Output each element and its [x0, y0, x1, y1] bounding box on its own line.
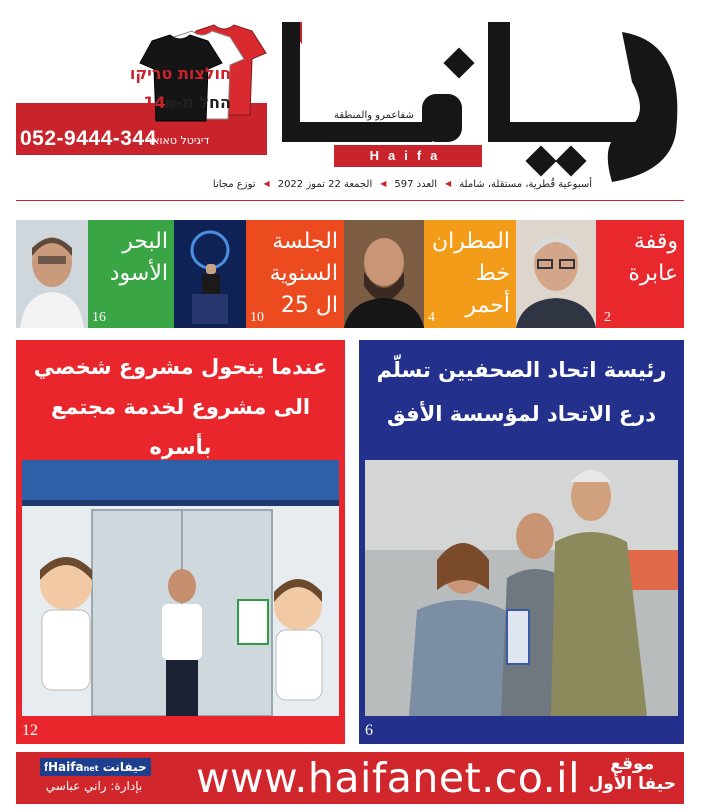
logo-text [282, 22, 283, 23]
facebook-f-icon: f [44, 760, 48, 774]
teaser-title [110, 226, 168, 290]
story-headline-line: الى مشروع لخدمة مجتمع بأسره [50, 394, 311, 459]
story-photo-award [365, 460, 678, 716]
teaser-title-line: المطران [432, 229, 510, 254]
teaser-passing-moment[interactable] [596, 220, 684, 328]
issue-number: العدد 597 [394, 179, 438, 190]
teaser-title-line: خط أحمر [465, 260, 510, 318]
teaser-title-line: البحر [122, 229, 168, 254]
latin-name: Haifa [369, 148, 447, 163]
triangle-icon: ◀ [263, 179, 270, 188]
slogan: شفاعمرو والمنطقة [334, 110, 414, 121]
story-page: 6 [365, 722, 373, 739]
story-headline-line: عندما يتحول مشروع شخصي [33, 355, 328, 379]
story-headline [365, 348, 678, 436]
story-page: 12 [22, 722, 38, 739]
ad-price-value: 14 [143, 93, 166, 112]
footer-manager: بإدارة: راني عباسي [45, 779, 143, 793]
teaser-page: 4 [428, 310, 435, 325]
teaser-annual-session[interactable] [246, 220, 344, 328]
teaser-photo-portrait [16, 220, 88, 328]
teaser-archbishop[interactable] [424, 220, 516, 328]
story-headline [22, 348, 339, 468]
story-headline-line: رئيسة اتحاد الصحفيين تسلّم [376, 358, 667, 382]
teaser-title-line: السنوية [269, 260, 338, 286]
award-ceremony-photo-icon [365, 460, 678, 716]
teaser-title-line: ال 25 [280, 292, 338, 318]
triangle-icon: ◀ [380, 179, 387, 188]
teaser-title [628, 226, 678, 290]
teaser-page: 16 [92, 310, 106, 325]
man-portrait-icon [16, 220, 88, 328]
teaser-black-sea[interactable] [88, 220, 174, 328]
newspaper-logo [282, 22, 686, 187]
story-headline-line: درع الاتحاد لمؤسسة الأفق [386, 402, 657, 427]
footer-tagline [588, 754, 676, 795]
ad-title: חולצות טריקו [129, 64, 231, 83]
teaser-strip [16, 220, 684, 328]
footer-tagline-line: موقع [610, 754, 655, 774]
story-photo-clinic [22, 460, 339, 716]
footer-tagline-line: حيفا الأول [588, 774, 676, 795]
story-journalists-union[interactable] [359, 340, 684, 744]
issue-date: الجمعة 22 تموز 2022 [277, 179, 373, 190]
footer-brand-badge [40, 758, 151, 776]
teaser-photo-glasses [516, 220, 596, 328]
free-distribution: توزع مجانا [212, 179, 256, 190]
teaser-photo-priest [344, 220, 424, 328]
teaser-page: 2 [604, 310, 611, 325]
story-personal-project[interactable] [16, 340, 345, 744]
priest-portrait-icon [344, 220, 424, 328]
teaser-title-line: وقفة [633, 229, 678, 254]
teaser-title [424, 226, 510, 322]
teaser-title [270, 226, 338, 322]
teaser-title-line: الأسود [109, 260, 168, 286]
clinic-entrance-photo-icon [22, 460, 339, 716]
footer-brand-arabic: حيفانت [102, 760, 147, 774]
man-glasses-portrait-icon [516, 220, 596, 328]
footer-brand-latin: Haifa [48, 760, 84, 774]
footer-brand-box [20, 756, 170, 800]
issue-info-bar [16, 179, 596, 195]
ad-phone: 052-9444-344 [20, 127, 157, 150]
footer-brand-net: net [83, 764, 99, 773]
masthead-divider [16, 200, 684, 201]
teaser-title-line: الجلسة [272, 229, 338, 254]
stage-speaker-icon [174, 220, 246, 328]
tshirt-advertisement[interactable] [16, 21, 267, 155]
triangle-icon: ◀ [445, 179, 452, 188]
teaser-page: 10 [250, 310, 264, 325]
ad-price-line [143, 93, 231, 112]
teaser-title-line: عابرة [628, 260, 678, 286]
paper-type: أسبوعية قُطرية، مستقلة، شاملة [459, 179, 592, 190]
ad-company: דיגיטל טאואר [146, 134, 210, 147]
website-url-link[interactable]: www.haifanet.co.il [196, 754, 580, 802]
website-footer-banner[interactable] [16, 752, 684, 804]
ad-price-prefix: החל מ- [175, 93, 231, 112]
ad-currency: ₪ [165, 98, 176, 111]
teaser-photo-stage [174, 220, 246, 328]
